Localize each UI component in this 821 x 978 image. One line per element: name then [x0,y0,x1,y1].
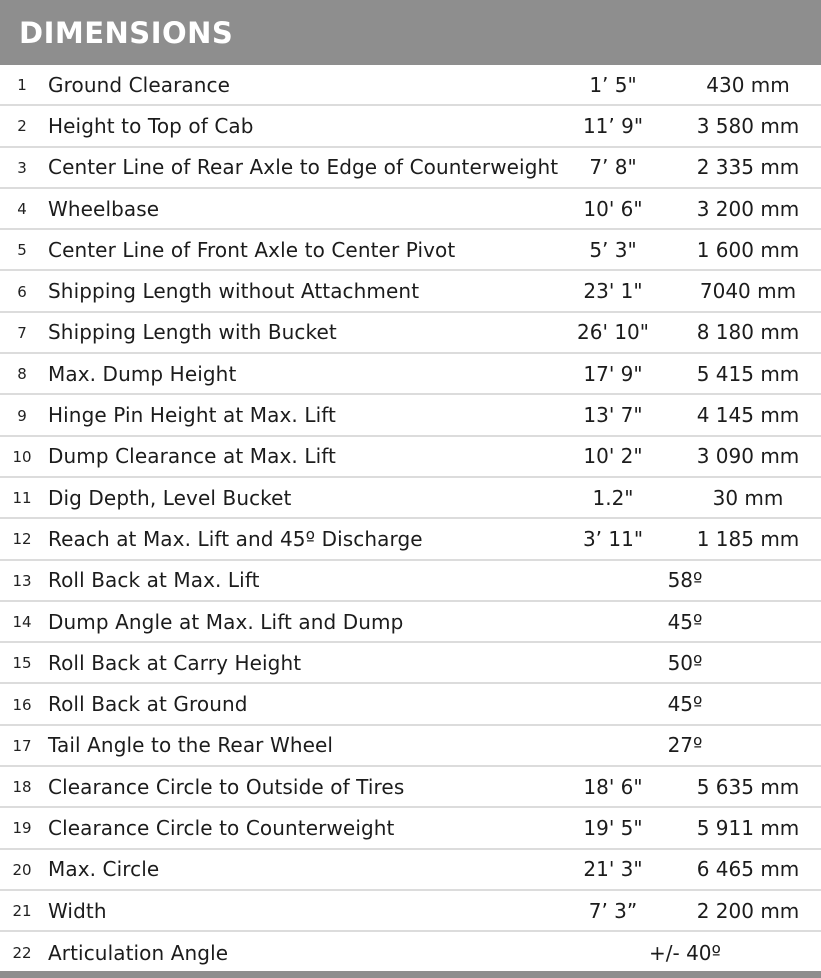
row-value-imperial: 1’ 5" [589,72,637,97]
row-value-metric: 30 mm [712,485,784,510]
row-value-metric: 1 600 mm [696,237,800,262]
table-row [0,106,821,147]
row-label: Center Line of Rear Axle to Edge of Counterweight [48,155,559,180]
row-value-imperial: 26' 10" [577,320,649,345]
row-value-combined: 45º [667,609,703,634]
table-row [0,271,821,312]
row-value-imperial: 19' 5" [583,815,643,840]
row-value-combined: 50º [667,650,703,675]
table-row [0,478,821,519]
table-row [0,189,821,230]
section-title: DIMENSIONS [19,15,234,50]
row-number: 19 [12,819,32,838]
table-row [0,437,821,478]
table-row [0,643,821,684]
row-value-metric: 3 200 mm [696,196,800,221]
table-row [0,561,821,602]
row-label: Dig Depth, Level Bucket [48,485,292,510]
row-label: Max. Circle [48,857,160,882]
row-value-metric: 430 mm [706,72,790,97]
row-number: 6 [17,282,27,301]
table-row [0,230,821,271]
row-value-imperial: 10' 2" [583,444,643,469]
row-number: 20 [12,860,32,879]
dimensions-table [0,65,821,974]
table-row [0,932,821,973]
row-value-metric: 5 415 mm [696,361,800,386]
row-label: Width [48,898,107,923]
row-label: Shipping Length without Attachment [48,279,420,304]
row-label: Dump Angle at Max. Lift and Dump [48,609,404,634]
row-value-metric: 8 180 mm [696,320,800,345]
row-label: Dump Clearance at Max. Lift [48,444,336,469]
row-number: 1 [17,76,27,95]
row-value-imperial: 10' 6" [583,196,643,221]
row-label: Wheelbase [48,196,160,221]
table-row [0,65,821,106]
table-row [0,891,821,932]
row-value-metric: 4 145 mm [696,403,800,428]
row-number: 16 [12,695,32,714]
row-number: 9 [17,406,27,425]
table-row [0,684,821,725]
row-label: Height to Top of Cab [48,113,254,138]
row-number: 11 [12,489,32,508]
row-value-imperial: 18' 6" [583,774,643,799]
row-label: Articulation Angle [48,940,229,965]
table-row [0,313,821,354]
table-row [0,808,821,849]
row-label: Reach at Max. Lift and 45º Discharge [48,526,423,551]
row-label: Roll Back at Ground [48,692,248,717]
row-label: Roll Back at Max. Lift [48,568,260,593]
row-number: 14 [12,613,32,631]
row-number: 3 [17,158,27,177]
row-number: 7 [17,323,27,342]
row-label: Shipping Length with Bucket [48,320,337,345]
table-row [0,148,821,189]
row-value-combined: +/- 40º [649,940,721,965]
bottom-bar [0,971,821,978]
row-value-metric: 2 335 mm [696,155,800,180]
row-value-metric: 7040 mm [699,279,797,304]
row-label: Clearance Circle to Counterweight [48,815,395,840]
table-row [0,519,821,560]
row-label: Tail Angle to the Rear Wheel [48,733,334,758]
table-row [0,395,821,436]
row-label: Roll Back at Carry Height [48,650,302,675]
row-value-metric: 5 635 mm [696,774,800,799]
table-row [0,354,821,395]
row-value-imperial: 23' 1" [583,279,643,304]
table-row [0,850,821,891]
row-value-imperial: 3’ 11" [582,526,644,551]
row-number: 18 [12,778,32,797]
row-label: Clearance Circle to Outside of Tires [48,774,405,799]
table-row [0,767,821,808]
row-value-imperial: 21' 3" [583,857,643,882]
table-row [0,602,821,643]
table-row [0,726,821,767]
row-number: 17 [12,736,32,755]
row-number: 8 [17,365,27,384]
row-label: Hinge Pin Height at Max. Lift [48,403,336,428]
row-value-imperial: 11’ 9" [582,113,644,138]
row-value-imperial: 7’ 8" [589,155,637,180]
row-value-metric: 3 090 mm [696,444,800,469]
row-number: 21 [12,902,32,921]
row-value-imperial: 1.2" [592,485,634,510]
row-value-imperial: 5’ 3" [589,237,637,262]
row-value-metric: 3 580 mm [696,113,800,138]
row-label: Center Line of Front Axle to Center Pivot [48,237,456,262]
row-number: 4 [17,200,27,219]
row-label: Max. Dump Height [48,361,237,386]
row-number: 2 [17,117,27,136]
row-value-imperial: 7’ 3” [588,898,638,923]
row-number: 22 [12,944,32,963]
row-number: 13 [12,571,32,590]
row-value-metric: 6 465 mm [696,857,800,882]
row-number: 12 [12,530,32,549]
row-number: 5 [17,241,27,260]
row-value-metric: 2 200 mm [696,898,800,923]
section-header [0,0,821,65]
row-value-combined: 58º [667,568,703,593]
row-value-metric: 1 185 mm [696,526,800,551]
row-value-imperial: 13' 7" [583,403,643,428]
row-number: 15 [12,654,32,673]
row-label: Ground Clearance [48,72,231,97]
row-value-combined: 27º [667,733,703,758]
row-number: 10 [12,447,32,466]
row-value-metric: 5 911 mm [696,815,800,840]
row-value-combined: 45º [667,692,703,717]
row-value-imperial: 17' 9" [583,361,643,386]
